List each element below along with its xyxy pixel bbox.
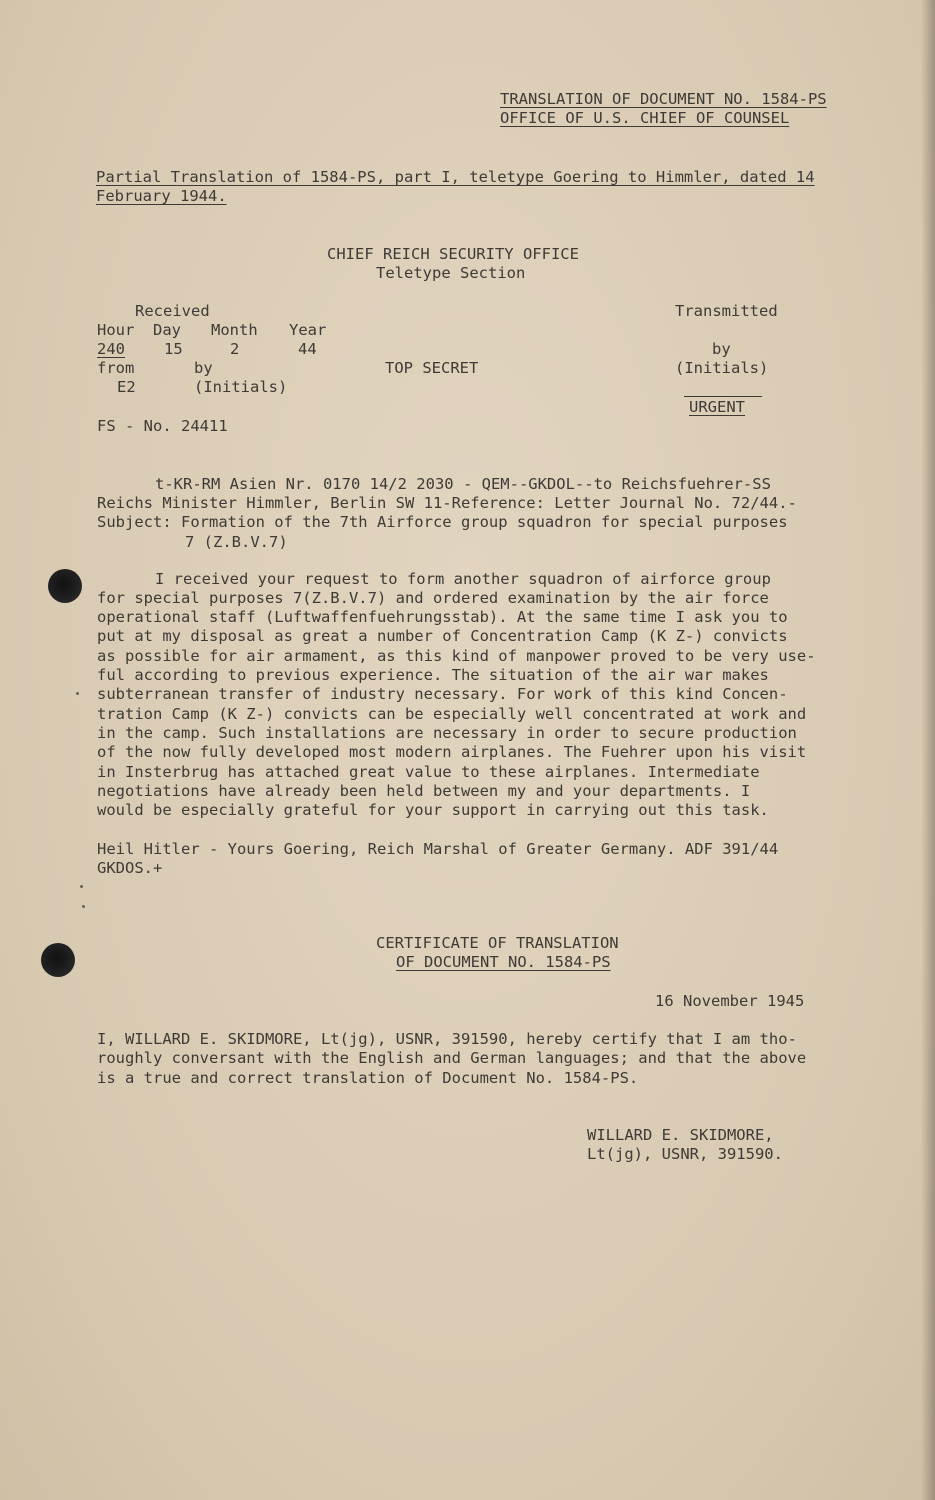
certificate-line-1: I, WILLARD E. SKIDMORE, Lt(jg), USNR, 391590, hereby certify that I am tho- xyxy=(97,1030,797,1048)
transmitted-initials-label: (Initials) xyxy=(675,359,769,377)
body-line: tration Camp (K Z-) convicts can be especially well concentrated at work and xyxy=(97,705,807,723)
certificate-title: CERTIFICATE OF TRANSLATION xyxy=(376,934,619,952)
header-line-1: TRANSLATION OF DOCUMENT NO. 1584-PS xyxy=(500,90,827,108)
header-line-2: OFFICE OF U.S. CHIEF OF COUNSEL xyxy=(500,109,790,127)
intro-line-2: February 1944. xyxy=(96,187,227,205)
hour-value: 240 xyxy=(97,340,125,358)
hour-label: Hour xyxy=(97,321,135,339)
month-label: Month xyxy=(211,321,258,339)
punch-hole-bottom xyxy=(41,943,75,977)
routing-line-1: t-KR-RM Asien Nr. 0170 14/2 2030 - QEM--GKDOL--to Reichsfuehrer-SS xyxy=(155,475,771,493)
body-line: of the now fully developed most modern airplanes. The Fuehrer upon his visit xyxy=(97,743,807,761)
body-line: in the camp. Such installations are necessary in order to secure production xyxy=(97,724,797,742)
body-line: subterranean transfer of industry necessary. For work of this kind Concen- xyxy=(97,685,788,703)
transmitted-by-label: by xyxy=(712,340,731,358)
office-subtitle: Teletype Section xyxy=(376,264,526,282)
intro-line-1: Partial Translation of 1584-PS, part I, teletype Goering to Himmler, dated 14 xyxy=(96,168,815,186)
body-line: ful according to previous experience. The situation of the air war makes xyxy=(97,666,769,684)
received-label: Received xyxy=(135,302,210,320)
body-line: negotiations have already been held between my and your departments. I xyxy=(97,782,751,800)
received-initials-label: (Initials) xyxy=(194,378,288,396)
from-value: E2 xyxy=(117,378,136,396)
fs-number: FS - No. 24411 xyxy=(97,417,228,435)
certificate-line-2: roughly conversant with the English and German languages; and that the above xyxy=(97,1049,807,1067)
paper-speck xyxy=(76,692,79,695)
certificate-subtitle: OF DOCUMENT NO. 1584-PS xyxy=(396,953,611,971)
body-line: for special purposes 7(Z.B.V.7) and ordered examination by the air force xyxy=(97,589,769,607)
certificate-date: 16 November 1945 xyxy=(655,992,805,1010)
year-label: Year xyxy=(289,321,327,339)
body-line: would be especially grateful for your support in carrying out this task. xyxy=(97,801,769,819)
body-line: I received your request to form another squadron of airforce group xyxy=(155,570,771,588)
routing-line-2: Reichs Minister Himmler, Berlin SW 11-Reference: Letter Journal No. 72/44.- xyxy=(97,494,797,512)
routing-line-3: Subject: Formation of the 7th Airforce group squadron for special purposes xyxy=(97,513,788,531)
body-line: put at my disposal as great a number of Concentration Camp (K Z-) convicts xyxy=(97,627,788,645)
paper-speck xyxy=(82,905,85,908)
day-value: 15 xyxy=(164,340,183,358)
classification: TOP SECRET xyxy=(385,359,479,377)
signature-rank: Lt(jg), USNR, 391590. xyxy=(587,1145,783,1163)
urgent-top-rule xyxy=(684,396,762,397)
closing-line-2: GKDOS.+ xyxy=(97,859,163,877)
month-value: 2 xyxy=(230,340,240,358)
transmitted-label: Transmitted xyxy=(675,302,778,320)
received-by-label: by xyxy=(194,359,213,377)
urgent-stamp: URGENT xyxy=(689,398,745,416)
certificate-line-3: is a true and correct translation of Document No. 1584-PS. xyxy=(97,1069,639,1087)
closing-line-1: Heil Hitler - Yours Goering, Reich Marshal of Greater Germany. ADF 391/44 xyxy=(97,840,779,858)
day-label: Day xyxy=(153,321,181,339)
from-label: from xyxy=(97,359,135,377)
punch-hole-top xyxy=(48,569,82,603)
office-title: CHIEF REICH SECURITY OFFICE xyxy=(327,245,579,263)
signature-name: WILLARD E. SKIDMORE, xyxy=(587,1126,774,1144)
page-edge-shadow xyxy=(921,0,935,1500)
year-value: 44 xyxy=(298,340,317,358)
routing-line-4: 7 (Z.B.V.7) xyxy=(185,533,288,551)
paper-speck xyxy=(80,885,83,888)
body-line: in Insterbrug has attached great value to these airplanes. Intermediate xyxy=(97,763,760,781)
body-line: operational staff (Luftwaffenfuehrungsstab). At the same time I ask you to xyxy=(97,608,788,626)
body-line: as possible for air armament, as this kind of manpower proved to be very use- xyxy=(97,647,816,665)
